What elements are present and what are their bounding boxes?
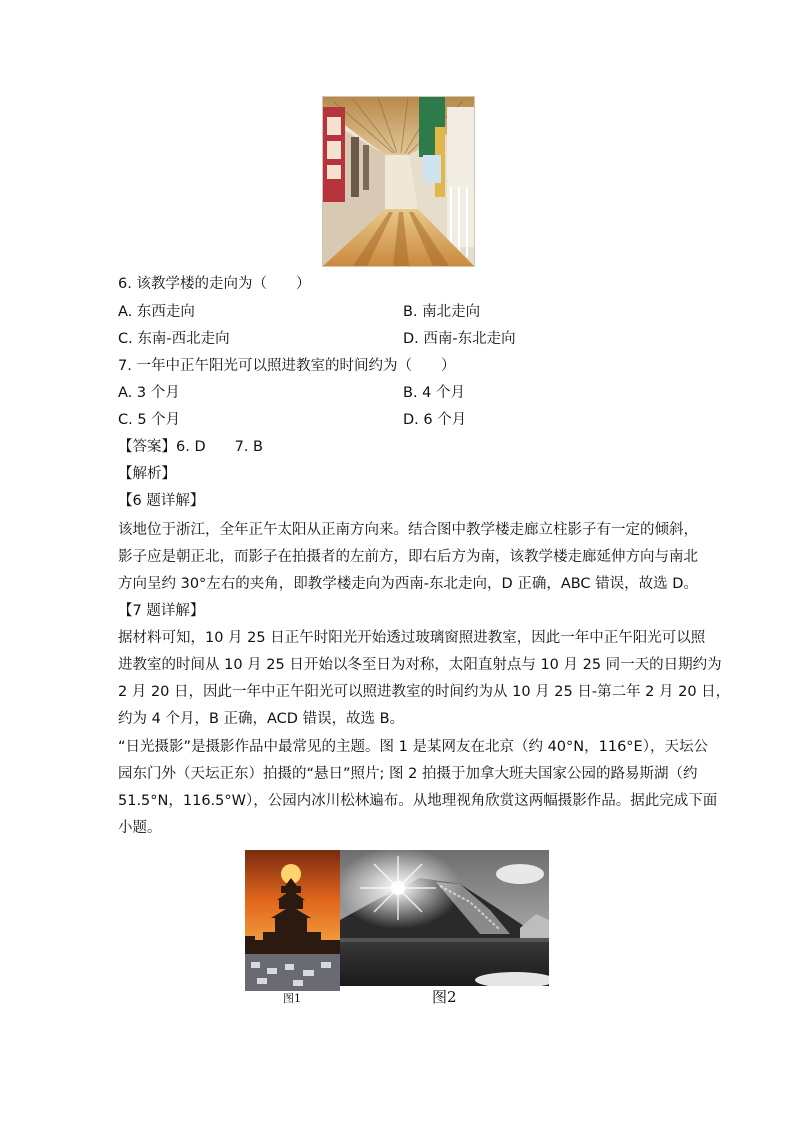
q7-option-b[interactable]: B. 4 个月	[403, 385, 466, 401]
intro-line-1: “日光摄影”是摄影作品中最常见的主题。图 1 是某网友在北京（约 40°N，116°E），天坛公	[118, 739, 708, 755]
detail7-heading: 【7 题详解】	[118, 603, 205, 619]
detail6-line-2: 影子应是朝正北，而影子在拍摄者的左前方，即右后方为南，该教学楼走廊延伸方向与南北	[118, 549, 698, 565]
detail7-line-3: 2 月 20 日，因此一年中正午阳光可以照进教室的时间约为从 10 月 25 日-第二年 2 月 20 日，	[118, 684, 731, 700]
figure-1-sunset-photo	[245, 850, 340, 991]
detail6-heading: 【6 题详解】	[118, 493, 205, 509]
intro-line-2: 园东门外（天坛正东）拍摄的“悬日”照片; 图 2 拍摄于加拿大班夫国家公园的路易斯湖（约	[118, 766, 698, 782]
figure-2-caption: 图2	[432, 988, 457, 1006]
q7-option-a[interactable]: A. 3 个月	[118, 385, 180, 401]
detail6-line-1: 该地位于浙江，全年正午太阳从正南方向来。结合图中教学楼走廊立柱影子有一定的倾斜，	[118, 522, 698, 538]
intro-line-4: 小题。	[118, 820, 162, 836]
detail6-line-3: 方向呈约 30°左右的夹角，即教学楼走向为西南-东北走向，D 正确，ABC 错误，故选 D。	[118, 576, 698, 592]
q6-stem: 6. 该教学楼的走向为（ ）	[118, 276, 311, 292]
corridor-photo	[322, 96, 475, 267]
q6-option-a[interactable]: A. 东西走向	[118, 304, 195, 320]
detail7-line-1: 据材料可知，10 月 25 日正午时阳光开始透过玻璃窗照进教室，因此一年中正午阳光可以照	[118, 630, 706, 646]
detail7-line-4: 约为 4 个月，B 正确，ACD 错误，故选 B。	[118, 711, 405, 727]
q6-option-d[interactable]: D. 西南-东北走向	[403, 331, 516, 347]
analysis-heading: 【解析】	[118, 466, 176, 482]
figure-2-lake-photo	[340, 850, 549, 986]
q7-option-c[interactable]: C. 5 个月	[118, 412, 181, 428]
q7-stem: 7. 一年中正午阳光可以照进教室的时间约为（ ）	[118, 358, 456, 374]
answer-line: 【答案】6. D 7. B	[118, 439, 263, 455]
q6-option-c[interactable]: C. 东南-西北走向	[118, 331, 230, 347]
q6-option-b[interactable]: B. 南北走向	[403, 304, 481, 320]
detail7-line-2: 进教室的时间从 10 月 25 日开始以冬至日为对称，太阳直射点与 10 月 25 同一天的日期约为	[118, 657, 722, 673]
q7-option-d[interactable]: D. 6 个月	[403, 412, 467, 428]
intro-line-3: 51.5°N，116.5°W），公园内冰川松林遍布。从地理视角欣赏这两幅摄影作品。据此完成下面	[118, 793, 718, 809]
figure-1-caption: 图1	[283, 992, 301, 1005]
